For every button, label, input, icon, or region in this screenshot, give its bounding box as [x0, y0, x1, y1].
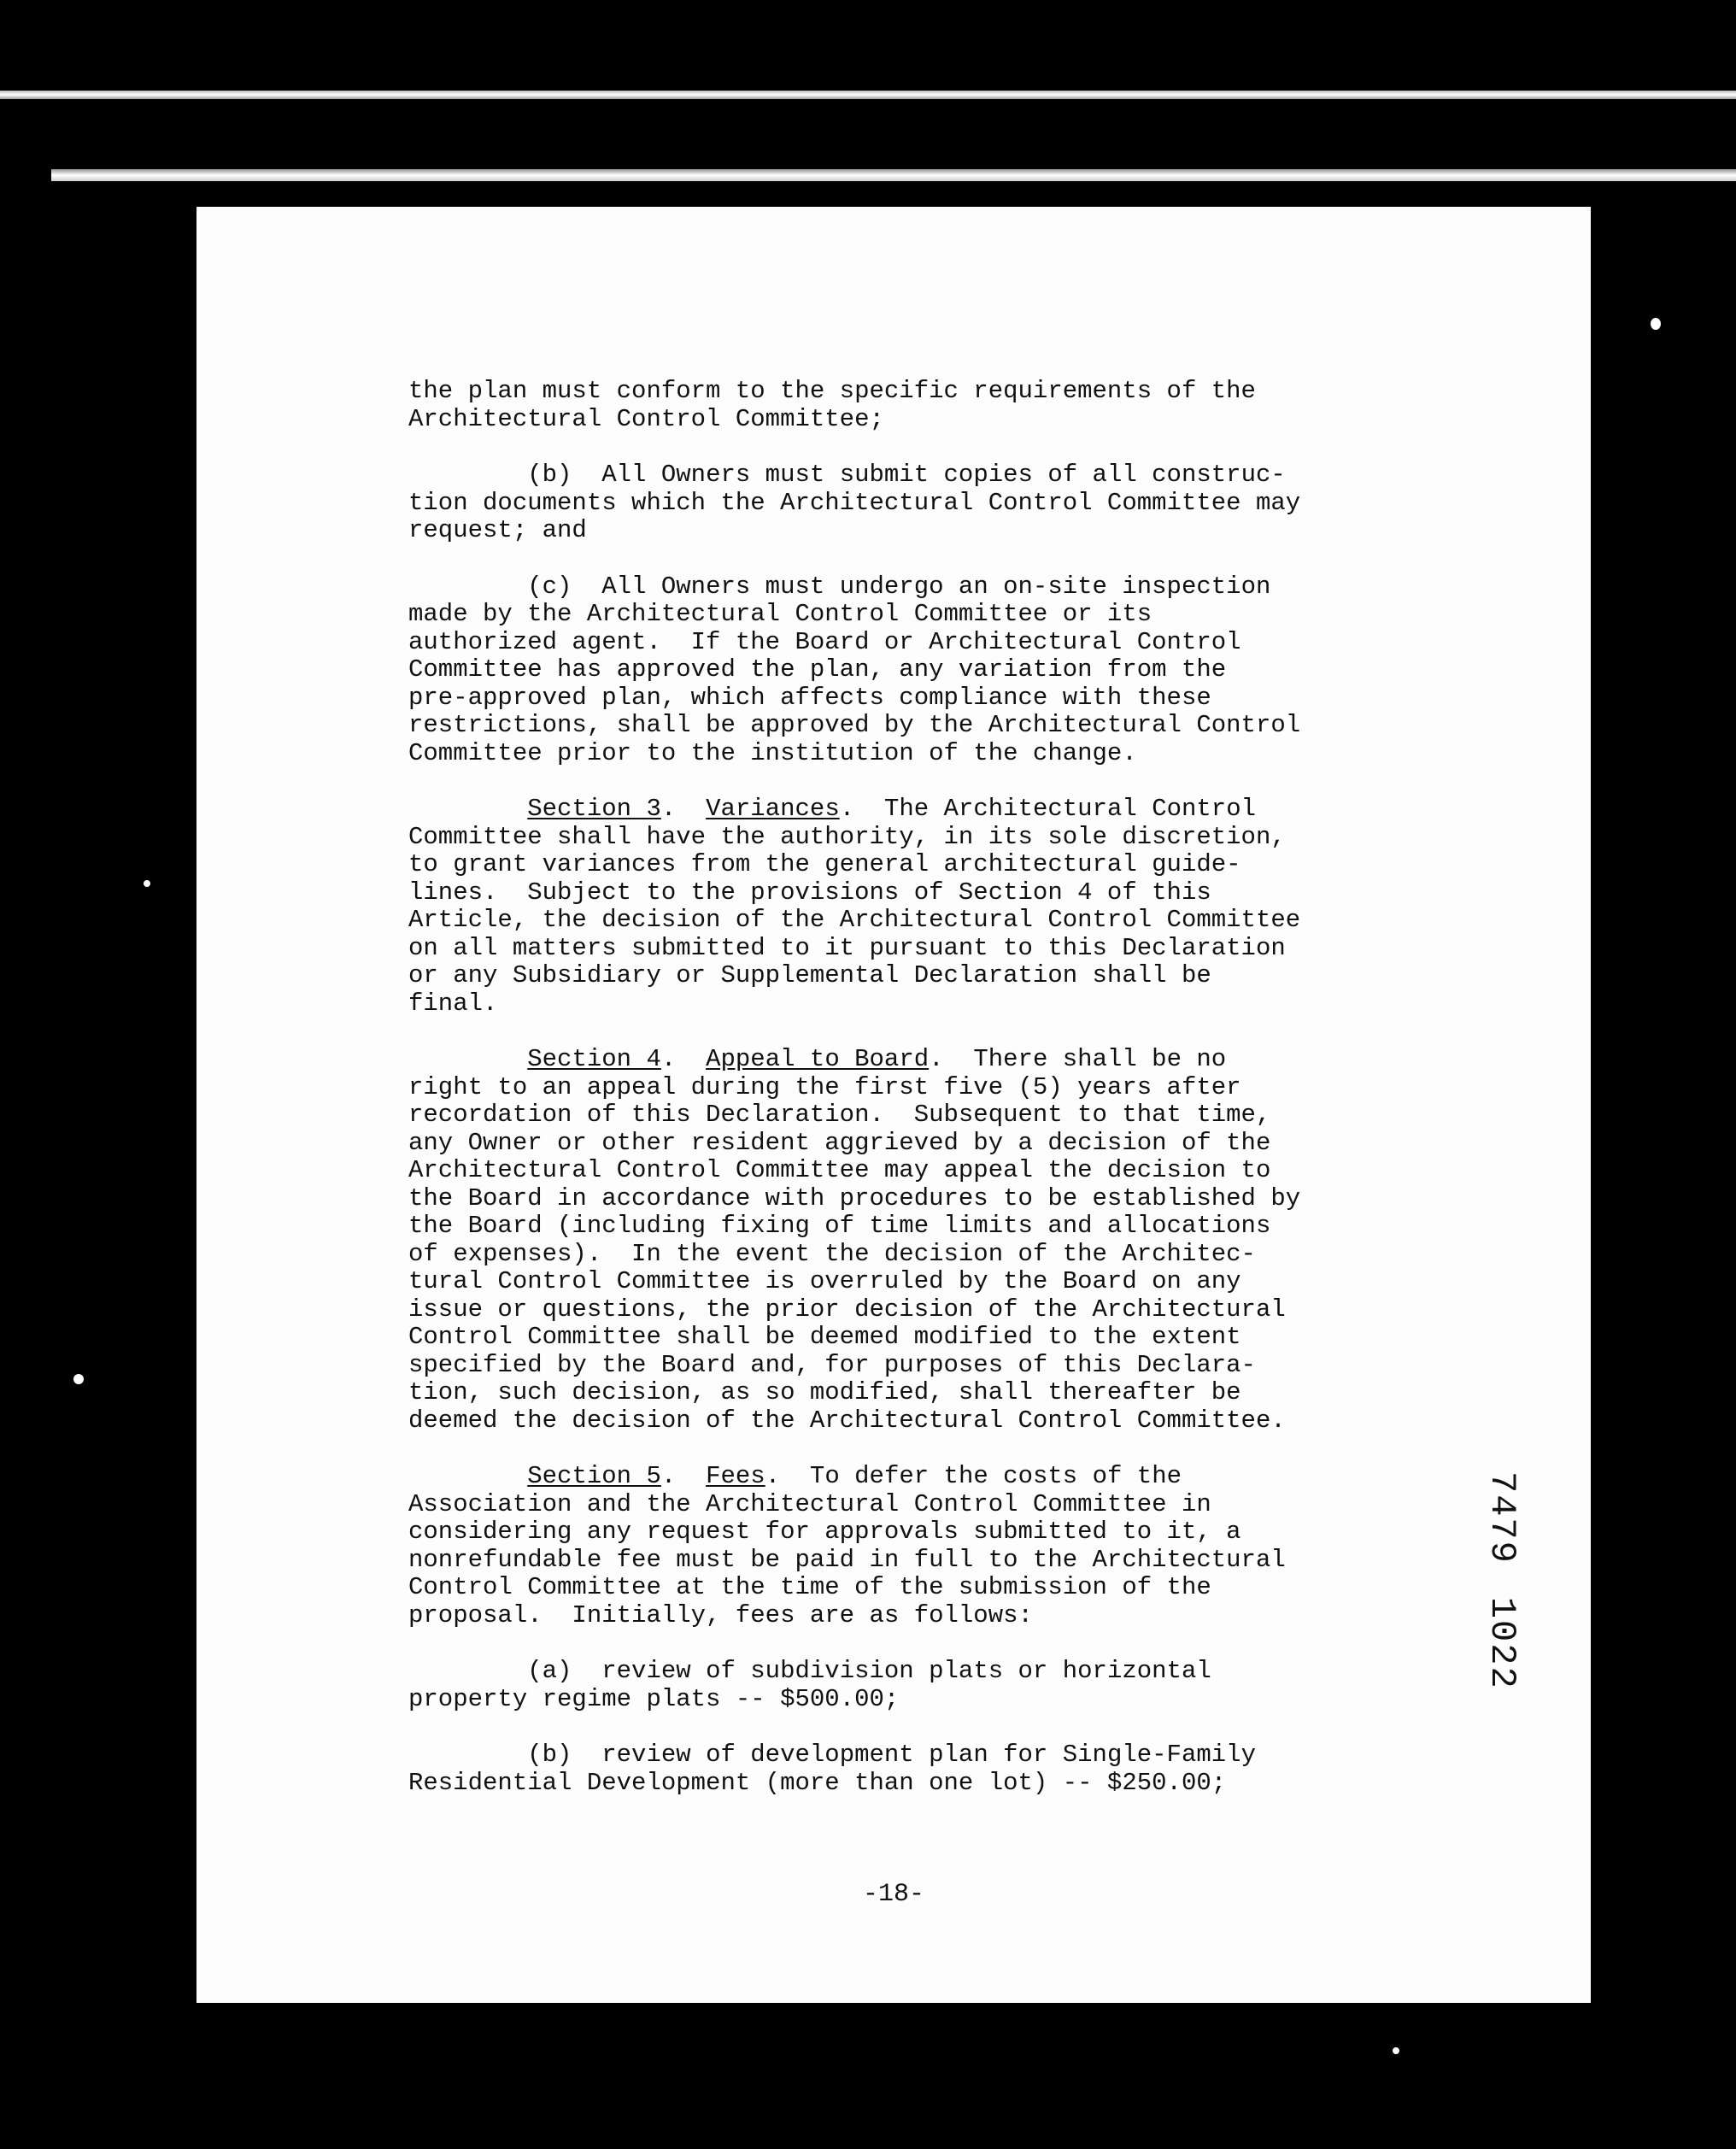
paragraph	[408, 1046, 1468, 1435]
stamp-book-number: 7479	[1481, 1471, 1522, 1565]
paragraph	[408, 573, 1468, 768]
section-heading: Variances	[706, 795, 840, 823]
indent-space	[408, 1657, 527, 1685]
paragraph	[408, 461, 1468, 545]
scan-speck	[73, 1374, 84, 1384]
indent-space	[408, 572, 527, 601]
scan-edge-second	[51, 169, 1736, 181]
paragraph	[408, 378, 1468, 433]
paragraph-text: the plan must conform to the specific requirements of the Architectural Control Committee;	[408, 377, 1256, 433]
paragraph-text: (c) All Owners must undergo an on-site inspection made by the Architectural Control Committee or its authorized agent. If the Board or Architectural Control Committee has approved the plan, any variation from the pre-approved plan, which affects compliance with these restrictions, shall be approved by the Architectural Control Committee prior to the institution of the change.	[408, 572, 1301, 767]
paragraph-text: . The Architectural Control Committee shall have the authority, in its sole discretion, to grant variances from the general architectural guide- lines. Subject to the provisions of Section 4 of this Article, the decision of the Architectural Control Committee on all matters submitted to it pursuant to this Declaration or any Subsidiary or Supplemental Declaration shall be final.	[408, 795, 1301, 1018]
paragraph-text: . To defer the costs of the Association and the Architectural Control Committee in considering any request for approvals submitted to it, a nonrefundable fee must be paid in full to the Architectural Control Committee at the time of the submission of the proposal. Initially, fees are as follows:	[408, 1462, 1286, 1629]
indent-space	[408, 461, 527, 489]
paragraph-text: .	[660, 1045, 707, 1073]
section-heading: Appeal to Board	[706, 1045, 930, 1073]
section-heading: Fees	[706, 1462, 765, 1490]
paragraph-text: (b) All Owners must submit copies of all construc- tion documents which the Architectural Control Committee may request; and	[408, 461, 1301, 544]
document-page	[196, 207, 1591, 2003]
indent-space	[408, 1741, 527, 1769]
paragraph-text: (b) review of development plan for Single-Family Residential Development (more than one lot) -- $250.00;	[408, 1741, 1256, 1797]
paragraph	[408, 796, 1468, 1018]
paragraph-text: .	[660, 1462, 707, 1490]
recording-stamp	[1471, 1471, 1522, 1728]
paragraph	[408, 1741, 1468, 1797]
paragraph-text: . There shall be no right to an appeal during the first five (5) years after recordation of this Declaration. Subsequent to that time, any Owner or other resident aggrieved by a decision of the Architectural Control Committee may appeal the decision to the Board in accordance with procedures to be established by the Board (including fixing of time limits and allocations of expenses). In the event the decision of the Architec- tural Control Committee is overruled by the Board on any issue or questions, the prior decision of the Architectural Control Committee shall be deemed modified to the extent specified by the Board and, for purposes of this Declara- tion, such decision, as so modified, shall thereafter be deemed the decision of the Architectural Control Committee.	[408, 1045, 1301, 1435]
paragraph-text: .	[660, 795, 707, 823]
page-number: -18-	[862, 1880, 924, 1909]
indent-space	[408, 1462, 527, 1490]
indent-space	[408, 795, 527, 823]
scan-speck	[144, 880, 150, 887]
scan-speck	[1393, 2047, 1399, 2054]
paragraph	[408, 1658, 1468, 1713]
stamp-page-number: 1022	[1481, 1596, 1522, 1690]
section-heading: Section 3	[527, 795, 661, 823]
indent-space	[408, 1045, 527, 1073]
document-body	[408, 378, 1468, 1825]
scan-speck	[1651, 318, 1661, 330]
paragraph-text: (a) review of subdivision plats or horizontal property regime plats -- $500.00;	[408, 1657, 1211, 1713]
section-heading: Section 4	[527, 1045, 661, 1073]
paragraph	[408, 1463, 1468, 1629]
scan-edge-top	[0, 91, 1736, 99]
section-heading: Section 5	[527, 1462, 661, 1490]
